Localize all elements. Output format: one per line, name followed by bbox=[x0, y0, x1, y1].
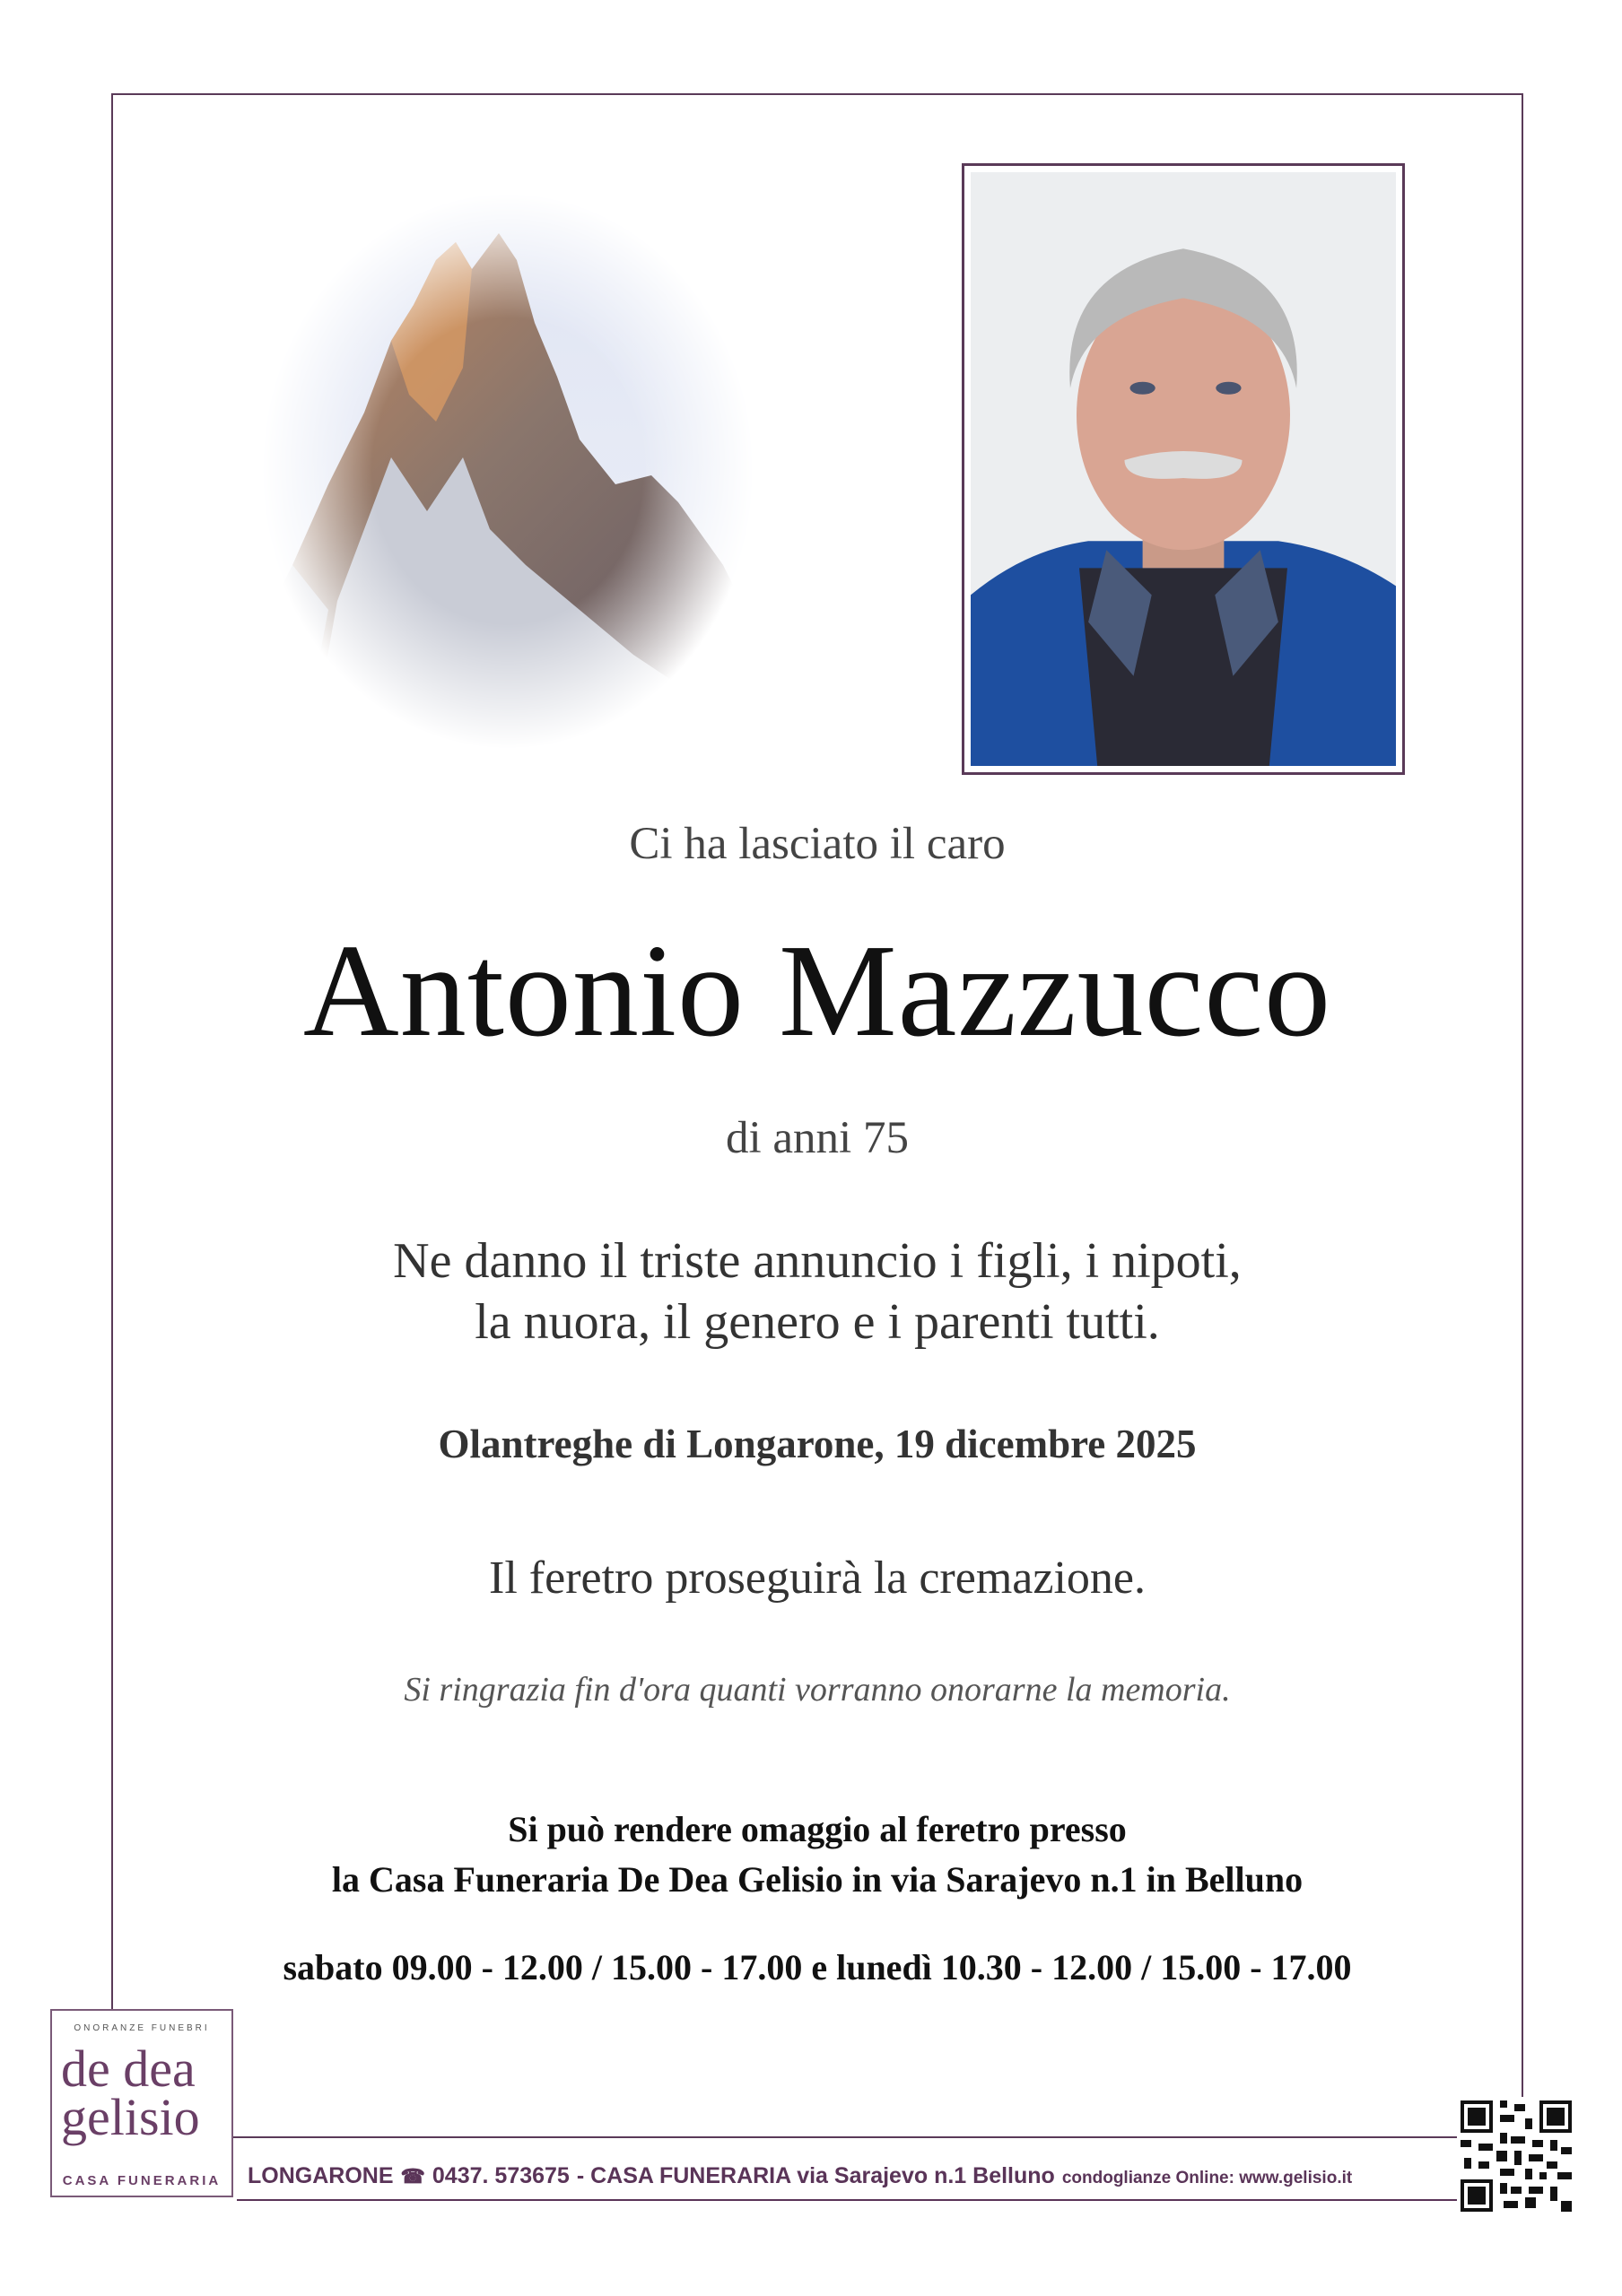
announcement-line: la nuora, il genero e i parenti tutti. bbox=[475, 1294, 1160, 1350]
thanks-text: Si ringrazia fin d'ora quanti vorranno onorarne la memoria. bbox=[404, 1671, 1231, 1709]
visiting-hours: sabato 09.00 - 12.00 / 15.00 - 17.00 e lunedì 10.30 - 12.00 / 15.00 - 17.00 bbox=[283, 1947, 1352, 1987]
footer-online[interactable]: condoglianze Online: www.gelisio.it bbox=[1061, 2169, 1353, 2187]
homage-line: Si può rendere omaggio al feretro presso bbox=[508, 1809, 1127, 1849]
logo-name-1: de dea bbox=[61, 2039, 196, 2098]
place-date: Olantreghe di Longarone, 19 dicembre 2025 bbox=[438, 1422, 1197, 1466]
logo-tagline: ONORANZE FUNEBRI bbox=[74, 2023, 210, 2033]
cremation-text: Il feretro proseguirà la cremazione. bbox=[489, 1552, 1146, 1604]
portrait-photo bbox=[962, 163, 1405, 775]
telephone-icon: ☎ bbox=[400, 2165, 425, 2187]
funeral-home-logo bbox=[50, 2009, 233, 2197]
footer-town: LONGARONE bbox=[248, 2163, 394, 2188]
homage-line: la Casa Funeraria De Dea Gelisio in via Sarajevo n.1 in Belluno bbox=[331, 1859, 1304, 1900]
footer-address: - CASA FUNERARIA via Sarajevo n.1 Belluno bbox=[576, 2163, 1055, 2188]
intro-text: Ci ha lasciato il caro bbox=[629, 819, 1006, 869]
footer-contact bbox=[248, 2163, 1441, 2189]
logo-name-2: gelisio bbox=[61, 2088, 200, 2146]
mountain-image bbox=[257, 188, 759, 753]
qr-code-icon[interactable] bbox=[1457, 2097, 1575, 2215]
announcement-line: Ne danno il triste annuncio i figli, i nipoti, bbox=[393, 1233, 1242, 1289]
logo-subtitle: CASA FUNERARIA bbox=[62, 2173, 222, 2188]
footer-phone: 0437. 573675 bbox=[432, 2163, 570, 2188]
age-text: di anni 75 bbox=[726, 1113, 909, 1163]
announcement bbox=[111, 1231, 1523, 1352]
deceased-name: Antonio Mazzucco bbox=[302, 918, 1332, 1065]
footer-rule bbox=[237, 2199, 1457, 2201]
homage-info bbox=[111, 1805, 1523, 1905]
